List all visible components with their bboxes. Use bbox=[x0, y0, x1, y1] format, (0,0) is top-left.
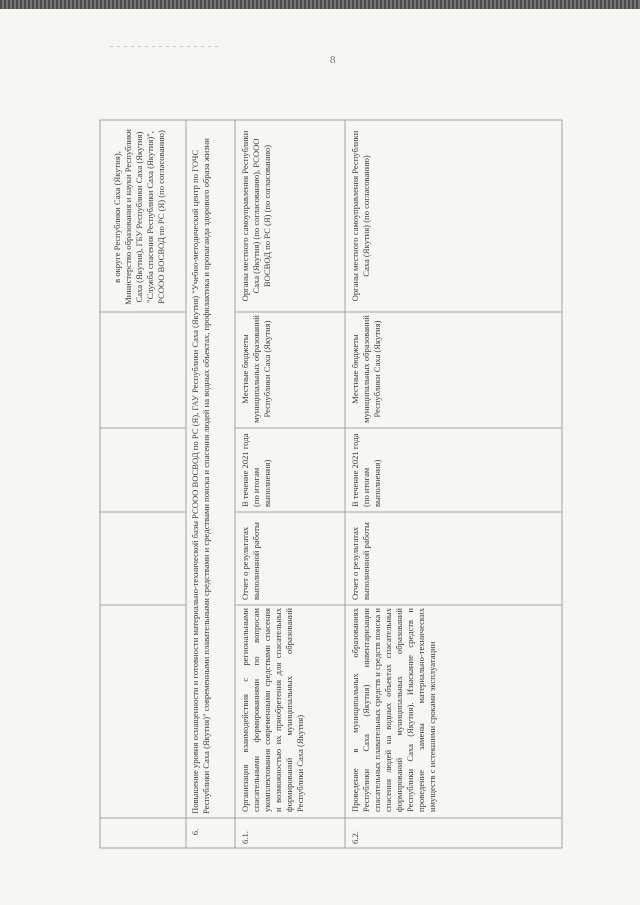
page-number: 8 bbox=[330, 54, 336, 66]
row-executors: Органы местного самоуправления Республики Саха (Якутия) (по согласованию), РСООО ВОСВОД по РС (Я) (по согласованию) bbox=[240, 130, 272, 302]
row-action: Организация взаимодействия с региональными спасательными формированиями по вопросам укомплектования современными средствами спасения и возможностью их приобретения для спасательных формирований муниципальных образований Республики Саха (Якутия) bbox=[240, 608, 305, 812]
row-deadline: В течение 2021 года (по итогам выполнения) bbox=[240, 433, 272, 507]
row-deadline: В течение 2021 года (по итогам выполнения) bbox=[350, 433, 382, 507]
row-result: Отчет о результатах выполненной работы bbox=[350, 522, 371, 600]
row-executors: Органы местного самоуправления Республики Саха (Якутия) (по согласованию) bbox=[350, 130, 371, 302]
row-number: 6.2. bbox=[350, 831, 360, 844]
continuation-executors-text: в округе Республики Саха (Якутия), Министерство образования и науки Республики Саха (Якутия), ГБУ Республики Саха (Якутия) "Служба спасения Республики Саха (Якутия)", РСООО ВОСВОД по РС (Я) (по согласованию) bbox=[112, 129, 166, 305]
table-frame bbox=[100, 120, 562, 848]
section-number: 6. bbox=[190, 828, 200, 836]
row-number: 6.1. bbox=[240, 831, 250, 844]
section-title: Повышение уровня оснащенности и готовности материально-технической базы РСООО ВОСВОД по РС (Я), ГАУ Республики Саха (Якутия) "Учебно-методический центр по ГОЧС Республики Саха (Якутия)" современными плавательными средствами и средствами поиска и спасения людей на водных объектах, профилактика и пропаганда здорового образа жизни bbox=[190, 138, 211, 814]
row-funding: Местные бюджеты муниципальных образований Республики Саха (Якутия) bbox=[240, 315, 272, 423]
row-action: Проведение в муниципальных образованиях Республики Саха (Якутия) инвентаризации спасательных плавательных средств и средств поиска и спасения людей на водных объектах спасательных формирований муниципальных образований Республики Саха (Якутия). Изыскание средств и проведение замены материально-технических имуществ с истекшими сроками эксплуатации bbox=[350, 608, 437, 812]
row-result: Отчет о результатах выполненной работы bbox=[240, 522, 261, 600]
row-funding: Местные бюджеты муниципальных образований Республики Саха (Якутия) bbox=[350, 315, 382, 423]
